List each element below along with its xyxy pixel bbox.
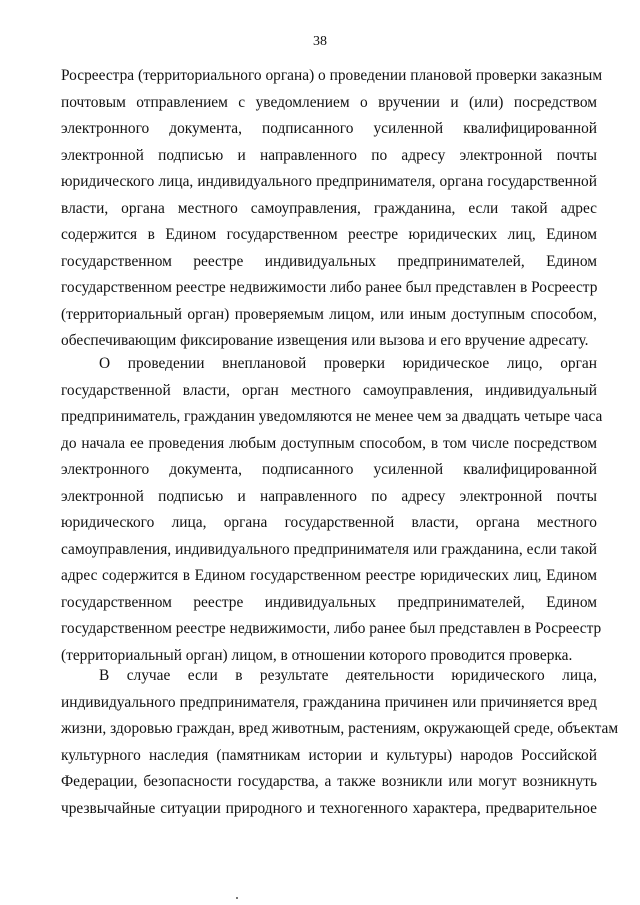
text-line: (территориальный орган) лицом, в отношении которого проводится проверка. — [61, 646, 573, 664]
text-line: Росреестра (территориального органа) о проведении плановой проверки заказным — [61, 67, 603, 84]
text-line: государственном реестре индивидуальных предпринимателей, Едином — [61, 252, 597, 270]
text-line: самоуправления, индивидуального предпринимателя или гражданина, если такой — [61, 540, 597, 558]
text-line: государственном реестре недвижимости, либо ранее был представлен в Росреестр — [61, 620, 602, 637]
text-line: юридического лица, органа государственной власти, органа местного — [61, 514, 597, 531]
text-line: электронного документа, подписанного усиленной квалифицированной — [61, 120, 597, 137]
text-line: электронной подписью и направленного по адресу электронной почты — [61, 487, 597, 505]
paragraph-3 — [61, 663, 619, 822]
text-line: содержится в Едином государственном реестре юридических лиц, Едином — [61, 226, 597, 243]
paragraph-2 — [61, 351, 603, 669]
text-line: (территориальный орган) проверяемым лицом, или иным доступным способом, — [61, 305, 597, 323]
text-line: О проведении внеплановой проверки юридическое лицо, орган — [99, 355, 597, 372]
text-line: электронной подписью и направленного по адресу электронной почты — [61, 146, 597, 164]
text-line: В случае если в результате деятельности юридического лица, — [99, 667, 597, 684]
text-line: юридического лица, индивидуального предпринимателя, органа государственной — [61, 173, 597, 190]
text-line: адрес содержится в Едином государственном реестре юридических лиц, Едином — [61, 567, 597, 584]
text-line: электронного документа, подписанного усиленной квалифицированной — [61, 461, 597, 478]
text-line: Федерации, безопасности государства, а также возникли или могут возникнуть — [61, 773, 597, 790]
text-line: власти, органа местного самоуправления, гражданина, если такой адрес — [61, 199, 597, 217]
text-line: культурного наследия (памятникам истории и культуры) народов Российской — [61, 746, 597, 764]
text-line: чрезвычайные ситуации природного и техногенного характера, предварительное — [61, 799, 597, 817]
text-line: индивидуального предпринимателя, гражданина причинен или причиняется вред — [61, 693, 597, 711]
text-line: обеспечивающим фиксирование извещения или вызова и его вручение адресату. — [61, 332, 589, 349]
text-line: до начала ее проведения любым доступным способом, в том числе посредством — [61, 434, 597, 452]
scan-artifact — [236, 897, 238, 899]
page-number: 38 — [313, 34, 327, 49]
text-line: жизни, здоровью граждан, вред животным, растениям, окружающей среде, объектам — [61, 720, 619, 737]
text-line: государственном реестре индивидуальных предпринимателей, Едином — [61, 593, 597, 611]
text-line: предприниматель, гражданин уведомляются не менее чем за двадцать четыре часа — [61, 408, 603, 425]
paragraph-1 — [61, 63, 603, 355]
text-line: государственном реестре недвижимости либо ранее был представлен в Росреестр — [61, 279, 598, 296]
text-line: почтовым отправлением с уведомлением о вручении и (или) посредством — [61, 93, 597, 111]
text-line: государственной власти, орган местного самоуправления, индивидуальный — [61, 381, 597, 399]
